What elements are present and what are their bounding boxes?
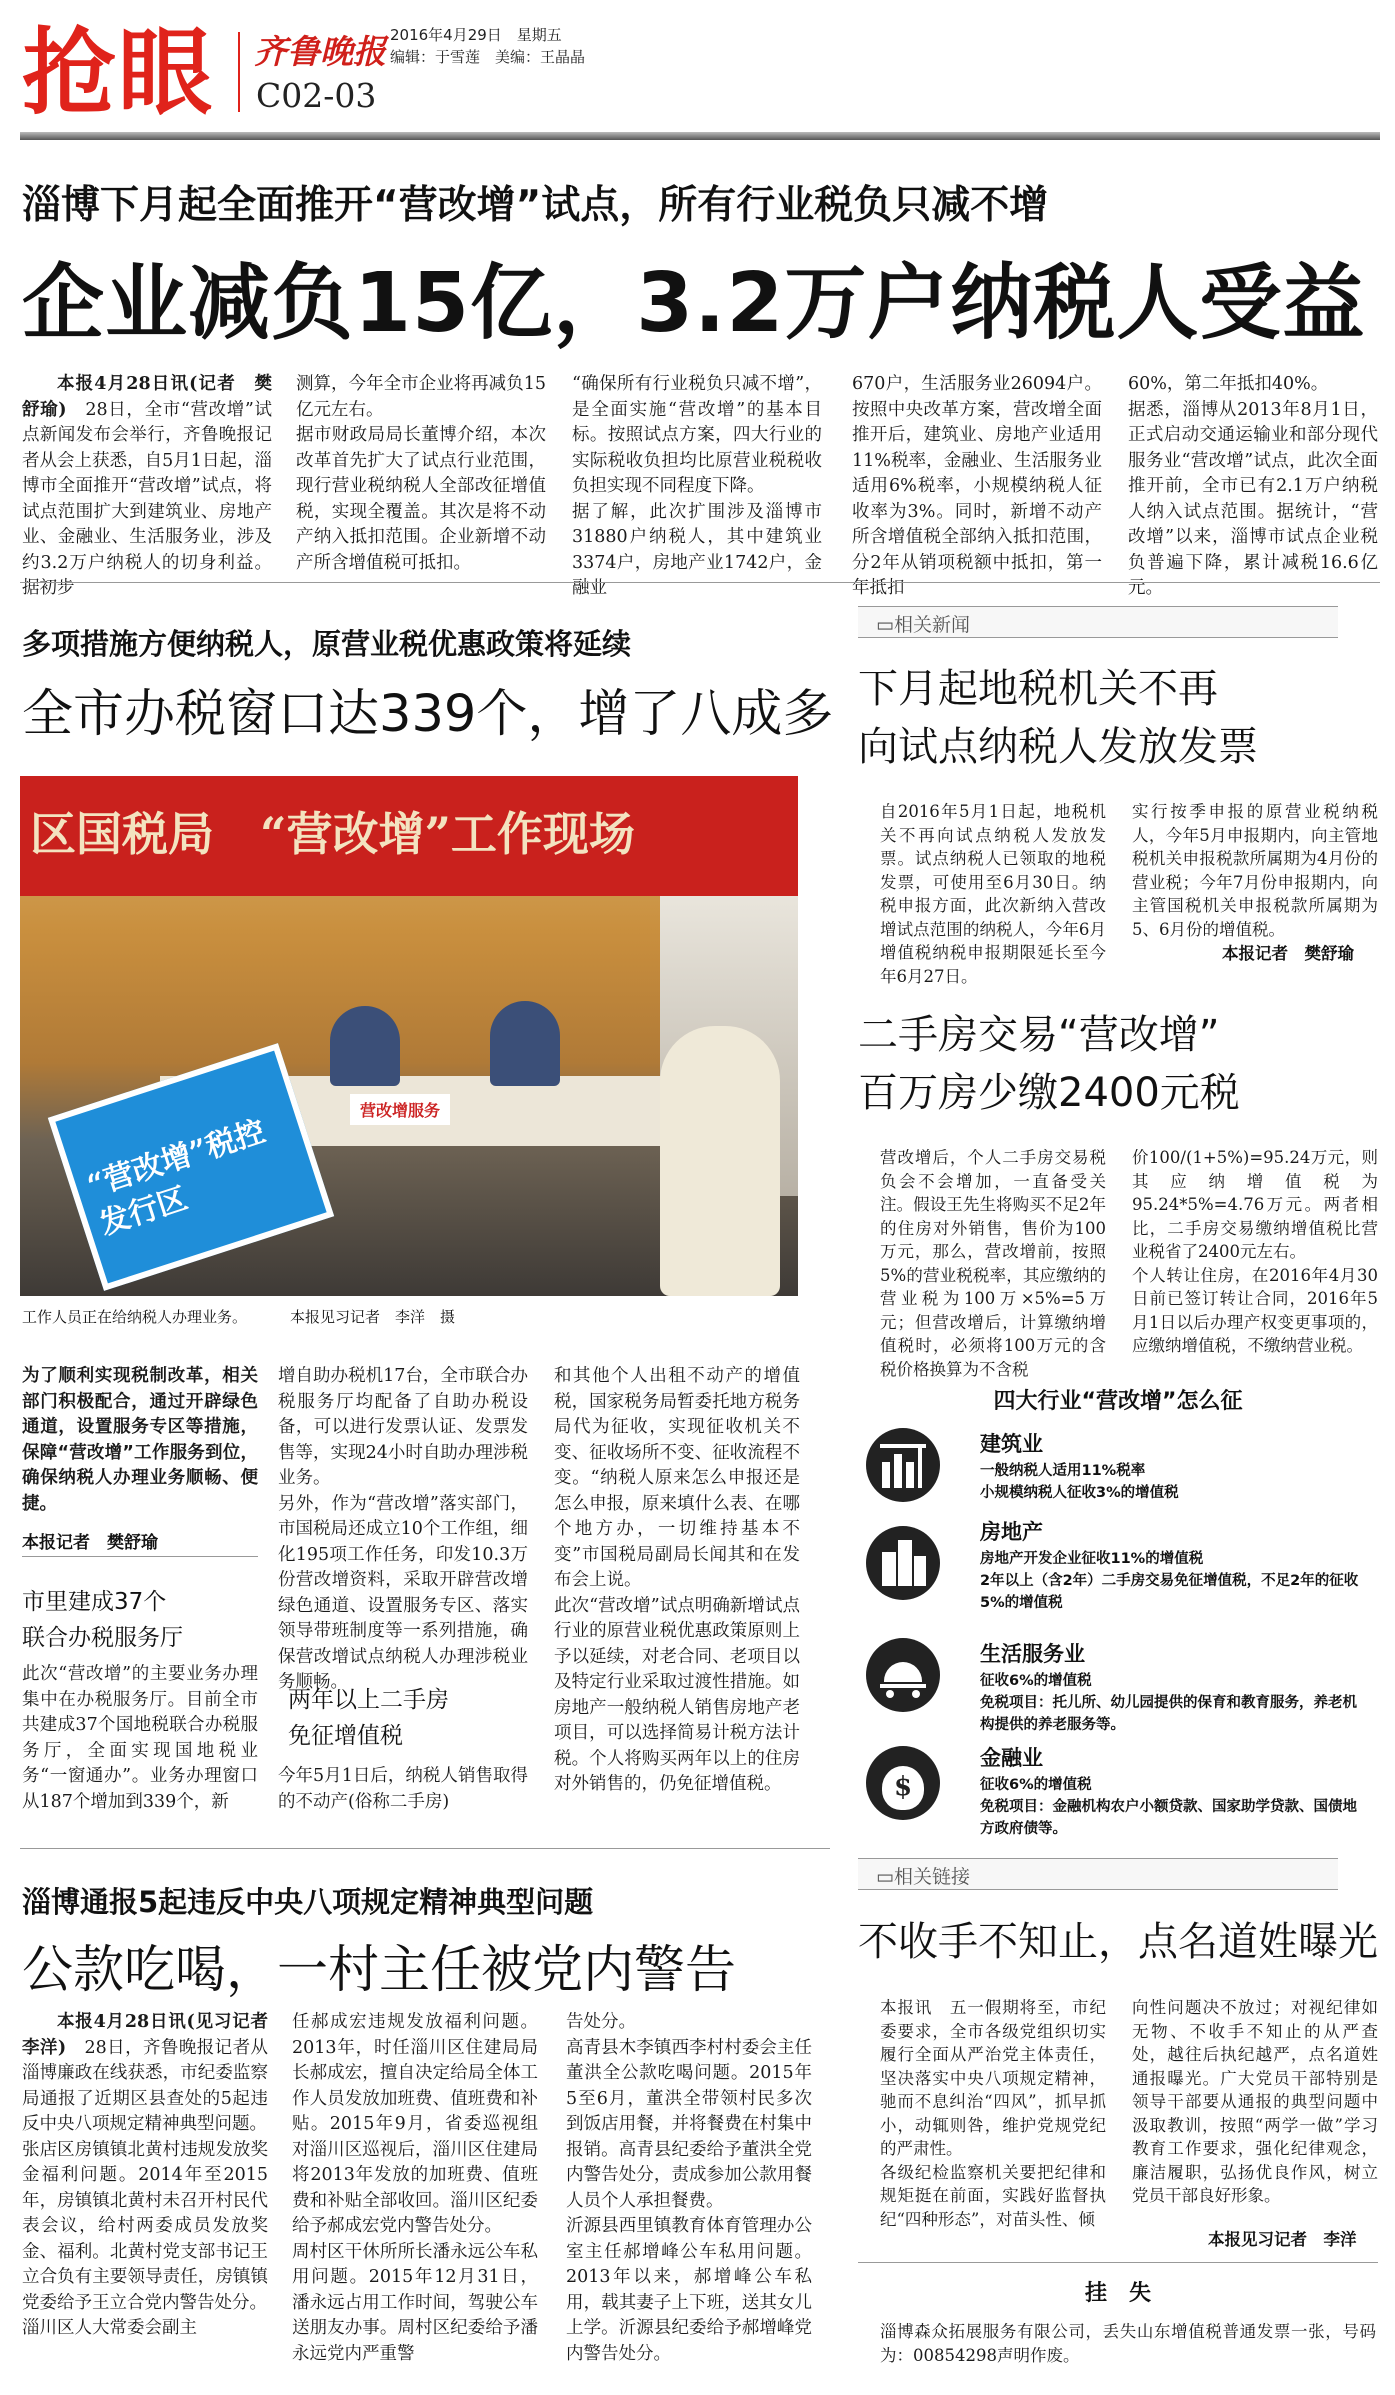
paper-logo: 齐鲁晚报 [254, 32, 386, 71]
masthead-divider [238, 32, 240, 112]
lost-title: 挂 失 [1084, 2281, 1151, 2306]
third-col-3: 告处分。 高青县木李镇西李村村委会主任董洪全公款吃喝问题。2015年5至6月，董洪全带领村民多次到饭店用餐，并将餐费在村集中报销。高青县纪委给予董洪全党内警告处分，责成参加公款用餐人员个人承担餐费。 沂源县西里镇教育体育管理办公室主任郝增峰公车私用问题。2013年以来，郝增峰公车私用，载其妻子上下班，送其女儿上学。沂源县纪委给予郝增峰党内警告处分。 [566, 2012, 812, 2364]
related-1-col-2: 实行按季申报的原营业税纳税人，今年5月申报期内，向主管地税机关申报税款所属期为4月份的营业税；今年7月份申报期内，向主管国税机关申报税款所属期为5、6月份的增值税。 [1132, 802, 1378, 939]
third-text-1: 28日，齐鲁晚报记者从淄博廉政在线获悉，市纪委监察局通报了近期区县查处的5起违反中央八项规定精神典型问题。 张店区房镇镇北黄村违规发放奖金福利问题。2014年至2015年，房镇镇北黄村未召开村民代表会议，给村两委成员发放奖金、福利。北黄村党支部书记王立合负有主要领导责任，房镇镇党委给予王立合党内警告处分。 淄川区人大常委会副主 [22, 2037, 269, 2338]
industry-3-line-1: 征收6%的增值税 [980, 1673, 1092, 1689]
lead-kicker: 淄博下月起全面推开“营改增”试点，所有行业税负只减不增 [22, 183, 1049, 228]
doc-icon: ▭ [876, 1866, 894, 1888]
related-2-col-2: 价100/(1+5%)=95.24万元，则其应纳增值税为95.24*5%=4.76万元。两者相比，二手房交易缴纳增值税比营业税省了2400元左右。 个人转让住房，在2016年4月30日前已签订转让合同，2016年5月1日以后办理产权变更事项的，应缴纳增值税，不缴纳营业税。 [1132, 1148, 1378, 1355]
industry-2-line-1: 房地产开发企业征收11%的增值税 [980, 1551, 1204, 1567]
issue-date: 2016年4月29日 星期五 [390, 26, 562, 44]
industry-name-2: 房地产 [980, 1520, 1043, 1544]
industry-name-4: 金融业 [980, 1746, 1043, 1770]
photo-worker-left [330, 1006, 400, 1086]
industry-1-line-1: 一般纳税人适用11%税率 [980, 1463, 1146, 1479]
photo-desk-sign: 营改增服务 [350, 1094, 450, 1125]
photo-credit: 本报见习记者 李洋 摄 [290, 1308, 456, 1326]
related-2-col-1: 营改增后，个人二手房交易税负会不会增加，一直备受关注。假设王先生将购买不足2年的住房对外销售，售价为100万元，那么，营改增前，按照5%的营业税税率，其应缴纳的营业税为100万×5%=5万元；但营改增后，计算缴纳增值税时，必须将100万元的含税价格换算为不含税 [880, 1148, 1106, 1379]
lead-col-1 [22, 372, 272, 602]
service-cart-icon [866, 1638, 940, 1712]
third-headline: 公款吃喝，一村主任被党内警告 [22, 1941, 737, 2000]
divider [20, 582, 1380, 583]
second-col-2-tail: 今年5月1日后，纳税人销售取得的不动产(俗称二手房) [278, 1766, 528, 1812]
lead-col-3: “确保所有行业税负只减不增”，是全面实施“营改增”的基本目标。按照试点方案，四大行业的实际税收负担均比原营业税税收负担实现不同程度下降。 据了解，此次扩围涉及淄博市31880户纳税人，其中建筑业3374户，房地产业1742户，金融业 [572, 374, 822, 598]
doc-icon: ▭ [876, 614, 894, 636]
link-tag [876, 1862, 970, 1889]
related-headline-2: 二手房交易“营改增” 百万房少缴2400元税 [858, 1012, 1240, 1116]
divider-2 [20, 1848, 830, 1849]
link-headline: 不收手不知止，点名道姓曝光 [858, 1919, 1378, 1965]
related-1-byline: 本报记者 樊舒瑜 [1222, 944, 1354, 963]
money-bag-icon: $ [866, 1746, 940, 1820]
link-tag-label: 相关链接 [893, 1866, 970, 1888]
buildings-icon [866, 1526, 940, 1600]
third-kicker: 淄博通报5起违反中央八项规定精神典型问题 [22, 1885, 594, 1919]
second-byline: 本报记者 樊舒瑜 [22, 1533, 158, 1553]
third-byline: 本报4月28日讯(见习记者 李洋) [22, 2012, 286, 2058]
news-photo [20, 776, 798, 1296]
industry-2-line-2: 2年以上（含2年）二手房交易免征增值税，不足2年的征收5%的增值税 [980, 1573, 1359, 1611]
related-tag [876, 610, 970, 637]
lead-headline: 企业减负15亿，3.2万户纳税人受益 [22, 256, 1366, 351]
industry-3-line-2: 免税项目：托儿所、幼儿园提供的保育和教育服务，养老机构提供的养老服务等。 [980, 1695, 1357, 1733]
divider-3 [858, 2262, 1378, 2263]
related-headline-1: 下月起地税机关不再 向试点纳税人发放发票 [858, 666, 1258, 770]
third-col-2: 任郝成宏违规发放福利问题。2013年，时任淄川区住建局局长郝成宏，擅自决定给局全体工作人员发放加班费、值班费和补贴。2015年9月，省委巡视组对淄川区巡视后，淄川区住建局将2013年发放的加班费、值班费和补贴全部收回。淄川区纪委给予郝成宏党内警告处分。 周村区干休所所长潘永远公车私用问题。2015年12月31日，潘永远占用工作时间，驾驶公车送朋友办事。周村区纪委给予潘永远党内严重警 [292, 2012, 538, 2364]
photo-sign-text: “营改增”税控发行区 [83, 1113, 270, 1243]
industry-1-line-2: 小规模纳税人征收3%的增值税 [980, 1485, 1179, 1501]
industry-4-line-2: 免税项目：金融机构农户小额贷款、国家助学贷款、国债地方政府债等。 [980, 1799, 1357, 1837]
industry-name-3: 生活服务业 [980, 1642, 1085, 1666]
industry-name-1: 建筑业 [980, 1432, 1043, 1456]
lead-text-1: 28日，全市“营改增”试点新闻发布会举行，齐鲁晚报记者从会上获悉，自5月1日起，淄博市全面推开“营改增”试点，将试点范围扩大到建筑业、房地产业、金融业、生活服务业，涉及约3.2万户纳税人的切身利益。据初步 [22, 399, 272, 598]
second-col-1: 此次“营改增”的主要业务办理集中在办税服务厅。目前全市共建成37个国地税联合办税服务厅，全面实现国地税业务“一窗通办”。业务办理窗口从187个增加到339个，新 [22, 1664, 258, 1812]
photo-worker-right [490, 1001, 560, 1086]
link-col-2: 向性问题决不放过；对视纪律如无物、不收手不知止的从严查处，越往后执纪越严，点名道姓通报曝光。广大党员干部特别是领导干部要从通报的典型问题中汲取教训，按照“两学一做”学习教育工作要求，强化纪律观念，廉洁履职，弘扬优良作风，树立党员干部良好形象。 [1132, 1998, 1378, 2205]
link-col-1: 本报讯 五一假期将至，市纪委要求，全市各级党组织切实履行全面从严治党主体责任，坚决落实中央八项规定精神，驰而不息纠治“四风”，抓早抓小，动辄则咎，维护党规党纪的严肃性。 各级纪检监察机关要把纪律和规矩挺在前面，实践好监督执纪“四种形态”，对苗头性、倾 [880, 1998, 1106, 2229]
lost-text: 淄博森众拓展服务有限公司，丢失山东增值税普通发票一张，号码为：00854298声明作废。 [880, 2322, 1376, 2365]
photo-banner-text: 区国税局 “营改增”工作现场 [30, 807, 635, 861]
related-tag-label: 相关新闻 [893, 614, 970, 636]
second-subhead-1: 市里建成37个 联合办税服务厅 [22, 1589, 183, 1651]
lead-col-2: 测算，今年全市企业将再减负15亿元左右。 据市财政局局长董博介绍，本次改革首先扩大了试点行业范围，现行营业税纳税人全部改征增值税，实现全覆盖。其次是将不动产纳入抵扣范围。企业新增不动产所含增值税可抵扣。 [296, 374, 546, 573]
byline-rule [22, 1556, 258, 1557]
construction-icon [866, 1428, 940, 1502]
lead-col-4: 670户，生活服务业26094户。按照中央改革方案，营改增全面推开后，建筑业、房地产业适用11%税率，金融业、生活服务业适用6%税率，小规模纳税人征收率为3%。同时，新增不动产所含增值税全部纳入抵扣范围，分2年从销项税额中抵扣，第一年抵扣 [852, 374, 1102, 598]
section-title: 抢眼 [22, 18, 215, 128]
link-byline: 本报见习记者 李洋 [1208, 2230, 1357, 2249]
second-intro: 为了顺利实现税制改革，相关部门积极配合，通过开辟绿色通道，设置服务专区等措施，保障“营改增”工作服务到位，确保纳税人办理业务顺畅、便捷。 [22, 1366, 258, 1514]
photo-caption: 工作人员正在给纳税人办理业务。 [22, 1308, 248, 1326]
second-col-2: 增自助办税机17台，全市联合办税服务厅均配备了自助办税设备，可以进行发票认证、发票发售等，实现24小时自助办理涉税业务。 另外，作为“营改增”落实部门，市国税局还成立10个工作组，细化195项工作任务，印发10.3万份营改增资料，采取开辟营改增绿色通道、设置服务专区、落实领导带班制度等一系列措施，确保营改增试点纳税人办理涉税业务顺畅。 [278, 1366, 528, 1692]
second-kicker: 多项措施方便纳税人，原营业税优惠政策将延续 [22, 627, 632, 661]
lead-byline: 本报4月28日讯(记者 樊舒瑜) [22, 374, 272, 420]
related-1-col-1: 自2016年5月1日起，地税机关不再向试点纳税人发放发票。试点纳税人已领取的地税发票，可使用至6月30日。纳税申报方面，此次新纳入营改增试点范围的纳税人，今年6月增值税纳税申报期限延长至今年6月27日。 [880, 802, 1106, 986]
page-number: C02-03 [256, 76, 377, 115]
industry-4-line-1: 征收6%的增值税 [980, 1777, 1092, 1793]
top-rule [20, 132, 1380, 140]
photo-customer [660, 1026, 780, 1296]
industries-box [858, 1376, 1378, 1836]
industries-heading: 四大行业“营改增”怎么征 [993, 1389, 1243, 1414]
editors: 编辑：于雪莲 美编：王晶晶 [390, 48, 586, 66]
second-subhead-2: 两年以上二手房 免征增值税 [288, 1687, 449, 1749]
second-headline: 全市办税窗口达339个，增了八成多 [22, 685, 834, 744]
third-col-1 [22, 2010, 286, 2342]
second-col-3: 和其他个人出租不动产的增值税，国家税务局暂委托地方税务局代为征收，实现征收机关不变、征收场所不变、征收流程不变。“纳税人原来怎么申报还是怎么申报，原来填什么表、在哪个地方办，一切维持基本不变”市国税局副局长闻其和在发布会上说。 此次“营改增”试点明确新增试点行业的原营业税优惠政策原则上予以延续，对老合同、老项目以及特定行业采取过渡性措施。如房地产一般纳税人销售房地产老项目，可以选择简易计税方法计税。个人将购买两年以上的住房对外销售的，仍免征增值税。 [554, 1366, 800, 1794]
lead-col-5: 60%，第二年抵扣40%。 据悉，淄博从2013年8月1日，正式启动交通运输业和部分现代服务业“营改增”试点，此次全面推开前，全市已有2.1万户纳税人纳入试点范围。据统计，“营改增”以来，淄博市试点企业税负普遍下降，累计减税16.6亿元。 [1128, 374, 1378, 598]
